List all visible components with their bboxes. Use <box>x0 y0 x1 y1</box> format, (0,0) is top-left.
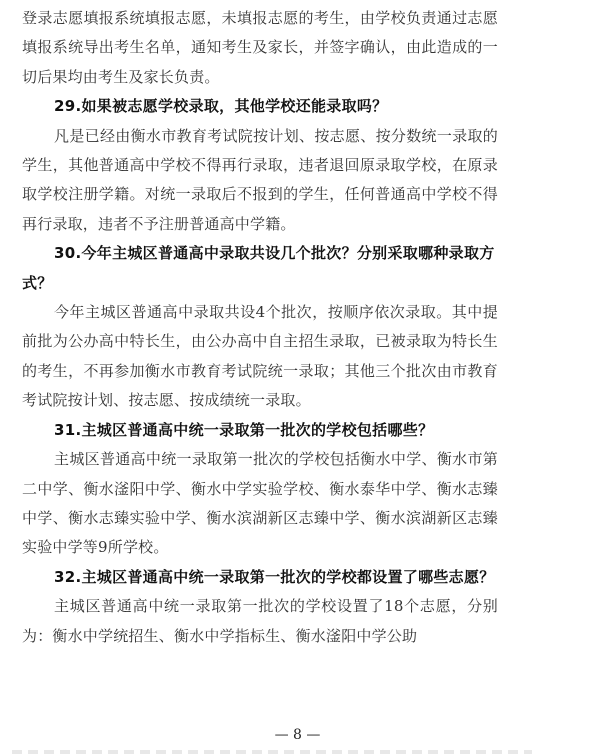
answer-paragraph-30: 今年主城区普通高中录取共设4个批次，按顺序依次录取。其中提前批为公办高中特长生，由公办高中自主招生录取，已被录取为特长生的考生，不再参加衡水市教育考试院统一录取；其他三个批次由市教育考试院按计划、按志愿、按成绩统一录取。 <box>22 303 498 410</box>
question-heading-31: 31.主城区普通高中统一录取第一批次的学校包括哪些？ <box>54 420 434 439</box>
paragraph-continued: 登录志愿填报系统填报志愿，未填报志愿的考生，由学校负责通过志愿填报系统导出考生名单，通知考生及家长，并签字确认，由此造成的一切后果均由考生及家长负责。 <box>22 9 498 86</box>
question-heading-30: 30.今年主城区普通高中录取共设几个批次？分别采取哪种录取方式？ <box>22 244 495 292</box>
question-heading-29: 29.如果被志愿学校录取，其他学校还能录取吗？ <box>54 97 388 116</box>
answer-paragraph-32: 主城区普通高中统一录取第一批次的学校设置了18个志愿，分别为：衡水中学统招生、衡水中学指标生、衡水滏阳中学公助 <box>22 597 498 645</box>
answer-paragraph-29: 凡是已经由衡水市教育考试院按计划、按志愿、按分数统一录取的学生，其他普通高中学校不得再行录取，违者退回原录取学校，在原录取学校注册学籍。对统一录取后不报到的学生，任何普通高中学校不得再行录取，违者不予注册普通高中学籍。 <box>22 126 498 233</box>
answer-paragraph-31: 主城区普通高中统一录取第一批次的学校包括衡水中学、衡水市第二中学、衡水滏阳中学、衡水中学实验学校、衡水泰华中学、衡水志臻中学、衡水志臻实验中学、衡水滨湖新区志臻中学、衡水滨湖新区志臻实验中学等9所学校。 <box>22 450 498 557</box>
next-page-bleed-through <box>12 750 532 754</box>
document-body <box>22 4 498 651</box>
question-heading-32: 32.主城区普通高中统一录取第一批次的学校都设置了哪些志愿？ <box>54 567 495 586</box>
page-number: — 8 — <box>274 727 321 743</box>
